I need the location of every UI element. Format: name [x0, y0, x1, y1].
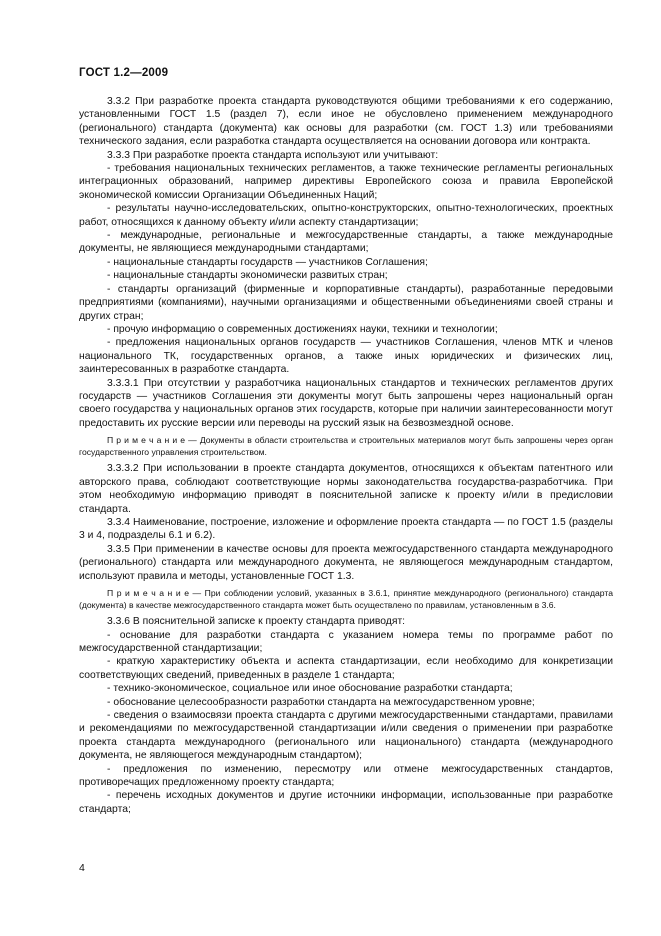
paragraph-3-3-3: 3.3.3 При разработке проекта стандарта используют или учитывают:: [107, 149, 439, 161]
list-item: - прочую информацию о современных достижениях науки, техники и технологии;: [107, 323, 498, 335]
list-item: - краткую характеристику объекта и аспекта стандартизации, если необходимо для конкретизации соответствующих сведений, приведенных в разделе 1 стандарта;: [79, 656, 613, 681]
paragraph-3-3-3-2: 3.3.3.2 При использовании в проекте стандарта документов, относящихся к объектам патентного или авторского права, соблюдают соответствующие нормы законодательства государства-разработчика. При этом необходимую информацию приводят в пояснительной записке к проекту и/или в предисловии стандарта.: [79, 463, 613, 515]
list-item: - национальные стандарты государств — участников Соглашения;: [107, 256, 428, 268]
list-item: - требования национальных технических регламентов, а также технические регламенты региональных интеграционных образований, например директивы Европейского союза и правила Европейской экономической комиссии Организации Объединенных Наций;: [79, 163, 613, 201]
list-item: - международные, региональные и межгосударственные стандарты, а также международные документы, не являющиеся международными стандартами;: [79, 230, 613, 255]
page-number: 4: [79, 862, 85, 874]
list-item: - предложения по изменению, пересмотру или отмене межгосударственных стандартов, противоречащих предложенному проекту стандарта;: [79, 763, 613, 789]
list-item: - сведения о взаимосвязи проекта стандарта с другими межгосударственными стандартами, правилами и рекомендациями по межгосударственной стандартизации и/или сведения о применении при разработке проекта стандарта международного (регионального или национального) стандарта (международного документа, не являющегося международным стандартом);: [79, 710, 613, 762]
note-regional-standard: П р и м е ч а н и е — При соблюдении условий, указанных в 3.6.1, принятие международного (регионального) стандарта (документа) в качестве межгосударственного стандарта может быть осуществлено по правилам, установленным в 3.6.: [79, 588, 613, 610]
paragraph-3-3-2: 3.3.2 При разработке проекта стандарта руководствуются общими требованиями к его содержанию, установленными ГОСТ 1.5 (раздел 7), если иное не обусловлено применением международного (регионального) стандарта (документа) как основы для разработки (см. ГОСТ 1.3) или требованиями технического задания, если разработка стандарта осуществляется на основании договора или контракта.: [79, 96, 613, 148]
list-item: - основание для разработки стандарта с указанием номера темы по программе работ по межгосударственной стандартизации;: [79, 629, 613, 654]
document-body: [79, 95, 613, 816]
note-construction: П р и м е ч а н и е — Документы в области строительства и строительных материалов могут быть запрошены через орган государственного управления строительством.: [79, 435, 613, 457]
paragraph-3-3-4: 3.3.4 Наименование, построение, изложение и оформление проекта стандарта — по ГОСТ 1.5 (разделы 3 и 4, подразделы 6.1 и 6.2).: [79, 516, 613, 542]
paragraph-3-3-5: 3.3.5 При применении в качестве основы для проекта межгосударственного стандарта международного (регионального) стандарта или международного документа, не являющегося международным стандартом, используют правила и методы, установленные ГОСТ 1.3.: [79, 543, 613, 582]
list-item: - обоснование целесообразности разработки стандарта на межгосударственном уровне;: [107, 696, 535, 708]
list-item: - технико-экономическое, социальное или иное обоснование разработки стандарта;: [107, 683, 513, 695]
paragraph-3-3-6: 3.3.6 В пояснительной записке к проекту стандарта приводят:: [107, 616, 406, 628]
list-item: - предложения национальных органов государств — участников Соглашения, членов МТК и членов национального ТК, государственных органов, а также иных юридических и физических лиц, заинтересованных в разработке стандарта.: [79, 337, 613, 376]
list-item: - стандарты организаций (фирменные и корпоративные стандарты), разработанные передовыми предприятиями (компаниями), научными организациями и общественными объединениями своей страны и других стран;: [79, 283, 613, 322]
list-item: - национальные стандарты экономически развитых стран;: [107, 270, 388, 282]
list-item: - результаты научно-исследовательских, опытно-конструкторских, опытно-технологических, проектных работ, относящихся к данному объекту и/или аспекту стандартизации;: [79, 203, 613, 228]
page-header-title: ГОСТ 1.2—2009: [79, 67, 169, 79]
list-item: - перечень исходных документов и другие источники информации, использованные при разработке стандарта;: [79, 790, 613, 815]
paragraph-3-3-3-1: 3.3.3.1 При отсутствии у разработчика национальных стандартов и технических регламентов других государств — участников Соглашения эти документы могут быть запрошены через национальный орган своего государства у национальных органов этих государств, которые при наличии заинтересованности могут предоставить их русские версии или переводы на русский язык на безвозмездной основе.: [79, 377, 613, 429]
